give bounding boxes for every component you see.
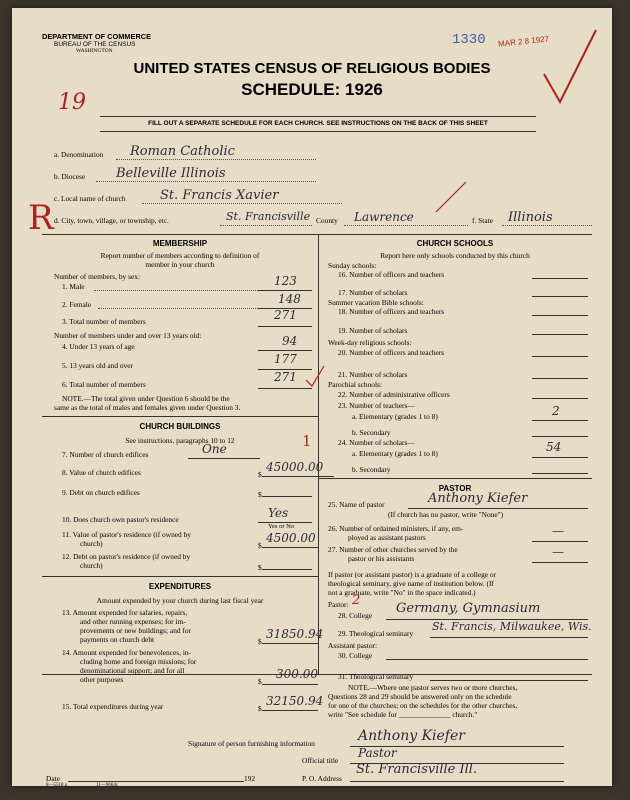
age-label: Number of members under and over 13 years old: <box>54 331 202 340</box>
q12-label: 12. Debt on pastor's residence (if owned by <box>62 552 191 561</box>
po-address-value: St. Francisville Ill. <box>356 762 478 777</box>
q14-label-4: other purposes <box>80 675 124 684</box>
q26-value: — <box>552 524 564 538</box>
q8-value: 45000.00 <box>266 460 324 474</box>
expenditures-heading: EXPENDITURES <box>148 582 212 591</box>
assistant-label: Assistant pastor: <box>328 641 378 650</box>
parochial-label: Parochial schools: <box>328 380 382 389</box>
q19-label: 19. Number of scholars <box>338 326 408 335</box>
q7-label: 7. Number of church edifices <box>62 450 149 459</box>
pastor-note: NOTE.—Where one pastor serves two or more churches, <box>348 683 518 692</box>
q17-label: 17. Number of scholars <box>338 288 408 297</box>
year-label: 192 <box>244 774 256 783</box>
state-value: Illinois <box>508 210 553 225</box>
q23-label: 23. Number of teachers— <box>338 401 415 410</box>
stamp-number: 1330 <box>452 32 486 48</box>
checkmark-icon <box>432 178 472 218</box>
diocese-label: b. Diocese <box>54 172 86 181</box>
dollar-sign: $ <box>258 470 262 479</box>
weekday-label: Week-day religious schools: <box>328 338 412 347</box>
q24a-label: a. Elementary (grades 1 to 8) <box>352 449 438 458</box>
department-label: DEPARTMENT OF COMMERCE <box>42 32 152 41</box>
q6-value: 271 <box>274 370 297 384</box>
state-label: f. State <box>472 216 493 225</box>
q3-label: 3. Total number of members <box>62 317 146 326</box>
signature-value: Anthony Kiefer <box>358 728 465 744</box>
buildings-sub: See instructions, paragraphs 10 to 12 <box>125 436 235 445</box>
q25-note: (If church has no pastor, write "None") <box>388 510 504 519</box>
q24b-label: b. Secondary <box>352 465 391 474</box>
official-title-label: Official title <box>302 756 339 765</box>
q10-value: Yes <box>268 506 289 520</box>
q23b-label: b. Secondary <box>352 428 391 437</box>
q15-label: 15. Total expenditures during year <box>62 702 164 711</box>
city-label: WASHINGTON <box>76 48 113 54</box>
q27-label-2: pastor or his assistants <box>348 554 415 563</box>
q31-label: 31. Theological seminary <box>338 672 414 681</box>
dollar-sign: $ <box>258 704 262 713</box>
q23a-value: 2 <box>552 404 560 418</box>
q13-label-3: provements or new buildings; and for <box>80 626 192 635</box>
checkmark-icon <box>304 364 328 390</box>
q22-label: 22. Number of administrative officers <box>338 390 450 399</box>
po-address-label: P. O. Address <box>302 774 342 783</box>
q23a-label: a. Elementary (grades 1 to 8) <box>352 412 438 421</box>
q13-label-2: and other running expenses; for im- <box>80 617 186 626</box>
q1-value: 123 <box>274 274 297 288</box>
q29-label: 29. Theological seminary <box>338 629 414 638</box>
dollar-sign: $ <box>258 541 262 550</box>
dollar-sign: $ <box>258 677 262 686</box>
q7-value: One <box>202 442 227 456</box>
date-stamp: MAR 2 8 1927 <box>497 34 550 49</box>
q30-label: 30. College <box>338 651 373 660</box>
q4-label: 4. Under 13 years of age <box>62 342 135 351</box>
instructions-banner: FILL OUT A SEPARATE SCHEDULE FOR EACH CHURCH. SEE INSTRUCTIONS ON THE BACK OF THIS SHEET <box>148 120 488 127</box>
local-name-value: St. Francis Xavier <box>160 188 279 203</box>
q11-value: 4500.00 <box>266 531 316 545</box>
q4-value: 94 <box>282 334 298 348</box>
sex-label: Number of members, by sex: <box>54 272 140 281</box>
pastor-heading: PASTOR <box>438 484 472 493</box>
q25-value: Anthony Kiefer <box>428 491 528 506</box>
q2-value: 148 <box>278 292 301 306</box>
county-label: County <box>316 216 338 225</box>
q27-label: 27. Number of other churches served by the <box>328 545 458 554</box>
q5-label: 5. 13 years old and over <box>62 361 134 370</box>
form-title: UNITED STATES CENSUS OF RELIGIOUS BODIES <box>133 60 491 77</box>
q27-value: — <box>552 545 564 559</box>
handwritten-19: 19 <box>58 90 86 115</box>
q1-label: 1. Male <box>62 282 85 291</box>
census-schedule-sheet <box>12 8 612 786</box>
q8-label: 8. Value of church edifices <box>62 468 141 477</box>
handwritten-r: R <box>28 198 54 238</box>
q9-label: 9. Debt on church edifices <box>62 488 140 497</box>
q28-label: 28. College <box>338 611 373 620</box>
diocese-value: Belleville Illinois <box>116 166 226 181</box>
dollar-sign: $ <box>258 490 262 499</box>
yes-or-no-hint: Yes or No <box>268 523 295 530</box>
q12-label-2: church) <box>80 561 103 570</box>
form-number: 8—5518 a <box>46 783 67 788</box>
city-label-field: d. City, town, village, or township, etc. <box>54 216 169 225</box>
graduate-note: If pastor (or assistant pastor) is a graduate of a college or <box>328 570 497 579</box>
pastor-note-3: for one of the churches; on the schedules for the other churches, <box>328 701 518 710</box>
print-number: 11—9664c <box>96 783 119 788</box>
dollar-sign: $ <box>258 563 262 572</box>
dollar-sign: $ <box>258 637 262 646</box>
q21-label: 21. Number of scholars <box>338 370 408 379</box>
q11-label-2: church) <box>80 539 103 548</box>
bureau-label: BUREAU OF THE CENSUS <box>54 41 136 48</box>
summer-label: Summer vacation Bible schools: <box>328 298 424 307</box>
expenditures-sub: Amount expended by your church during last fiscal year <box>96 596 264 605</box>
q24-label: 24. Number of scholars— <box>338 438 415 447</box>
pastor-mark: 2 <box>352 593 361 608</box>
sunday-label: Sunday schools: <box>328 261 377 270</box>
q28-value: Germany, Gymnasium <box>396 601 541 616</box>
q24a-value: 54 <box>546 440 562 454</box>
membership-note: NOTE.—The total given under Question 6 should be the <box>62 394 230 403</box>
q13-label-4: payments on church debt <box>80 635 155 644</box>
denomination-label: a. Denomination <box>54 150 104 159</box>
q29-value: St. Francis, Milwaukee, Wis. <box>432 620 592 633</box>
schools-sub: Report here only schools conducted by this church <box>380 251 530 260</box>
q26-label-2: ployed as assistant pastors <box>348 533 426 542</box>
county-value: Lawrence <box>354 210 414 224</box>
q13-value: 31850.94 <box>266 627 324 641</box>
date-label: Date <box>46 774 60 783</box>
buildings-heading: CHURCH BUILDINGS <box>139 422 221 431</box>
q13-label: 13. Amount expended for salaries, repairs, <box>62 608 188 617</box>
schedule-title: SCHEDULE: 1926 <box>241 80 383 99</box>
q6-label: 6. Total number of members <box>62 380 146 389</box>
pastor-note-2: Questions 28 and 29 should be answered only on the schedule <box>328 692 512 701</box>
q2-label: 2. Female <box>62 300 92 309</box>
city-value: St. Francisville <box>226 210 311 223</box>
q14-label: 14. Amount expended for benevolences, in- <box>62 648 192 657</box>
graduate-note-2: theological seminary, give name of institution below. (If <box>328 579 494 588</box>
signature-label: Signature of person furnishing information <box>188 739 315 748</box>
local-name-label: c. Local name of church <box>54 194 126 203</box>
q15-value: 32150.94 <box>266 694 324 708</box>
q3-value: 271 <box>274 308 297 322</box>
q16-label: 16. Number of officers and teachers <box>338 270 445 279</box>
q20-label: 20. Number of officers and teachers <box>338 348 445 357</box>
q14-label-2: cluding home and foreign missions; for <box>80 657 197 666</box>
pastor-note-4: write "See schedule for ______________ church." <box>328 710 478 719</box>
official-title-value: Pastor <box>358 746 397 760</box>
membership-intro: Report number of members according to definition of <box>100 251 260 260</box>
membership-intro-2: member in your church <box>145 260 215 269</box>
membership-heading: MEMBERSHIP <box>152 239 208 248</box>
q14-value: 300.00 <box>276 667 318 681</box>
q7-mark: 1 <box>302 432 312 450</box>
membership-note-2: same as the total of males and females given under Question 3. <box>54 403 241 412</box>
q10-label: 10. Does church own pastor's residence <box>62 515 179 524</box>
q26-label: 26. Number of ordained ministers, if any, em- <box>328 524 464 533</box>
schools-heading: CHURCH SCHOOLS <box>416 239 494 248</box>
graduate-note-3: not a graduate, write "No" in the space indicated.) <box>328 588 476 597</box>
q25-label: 25. Name of pastor <box>328 500 385 509</box>
q18-label: 18. Number of officers and teachers <box>338 307 445 316</box>
q11-label: 11. Value of pastor's residence (if owned by <box>62 530 191 539</box>
denomination-value: Roman Catholic <box>130 144 235 159</box>
q5-value: 177 <box>274 352 297 366</box>
pastor-label: Pastor: <box>328 600 349 609</box>
q14-label-3: denominational support; and for all <box>80 666 185 675</box>
